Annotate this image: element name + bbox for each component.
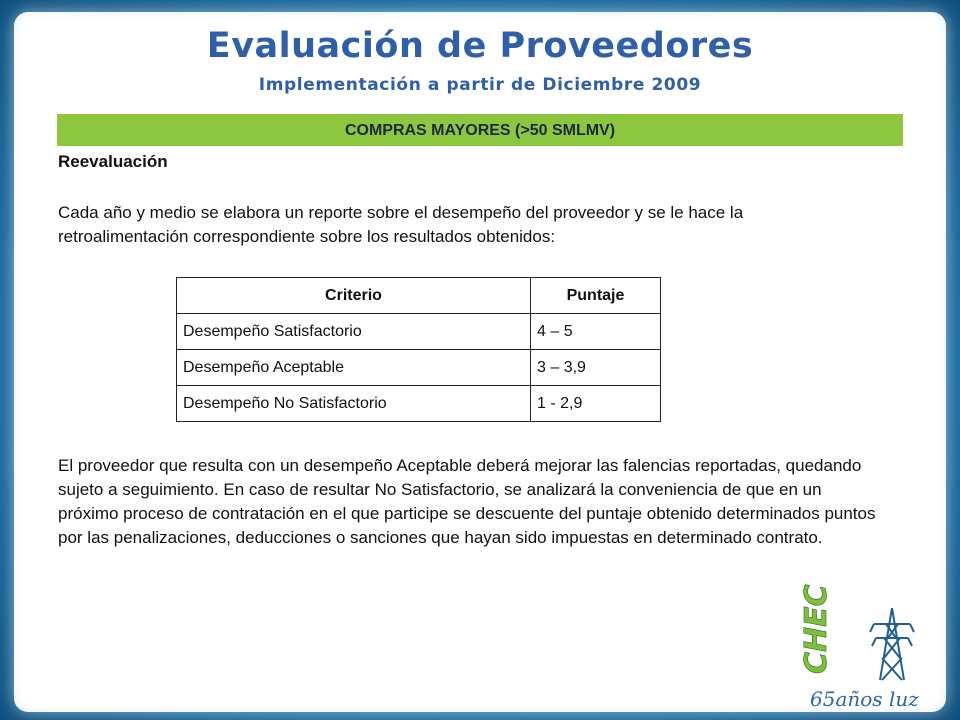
table-row xyxy=(177,386,661,422)
section-banner: COMPRAS MAYORES (>50 SMLMV) xyxy=(57,114,903,146)
brand-logotype: CHEC xyxy=(799,584,834,674)
criterio-cell: Desempeño No Satisfactorio xyxy=(177,386,531,422)
chec-logo xyxy=(799,584,944,712)
table-header-row xyxy=(177,278,661,314)
section-heading: Reevaluación xyxy=(58,152,168,171)
header-puntaje: Puntaje xyxy=(531,278,661,314)
puntaje-cell: 4 – 5 xyxy=(531,314,661,350)
intro-paragraph: Cada año y medio se elabora un reporte sobre el desempeño del proveedor y se le hace la retroalimentación correspondiente sobre los resultados obtenidos: xyxy=(58,203,744,246)
puntaje-cell: 3 – 3,9 xyxy=(531,350,661,386)
table-row xyxy=(177,314,661,350)
criterio-cell: Desempeño Satisfactorio xyxy=(177,314,531,350)
table-row xyxy=(177,350,661,386)
brand-tagline: 65años luz xyxy=(810,687,919,711)
score-table xyxy=(176,277,661,422)
tower-icon xyxy=(870,608,914,680)
puntaje-cell: 1 - 2,9 xyxy=(531,386,661,422)
criterio-cell: Desempeño Aceptable xyxy=(177,350,531,386)
page-title: Evaluación de Proveedores xyxy=(206,26,754,66)
closing-paragraph: El proveedor que resulta con un desempeño Aceptable deberá mejorar las falencias reportadas, quedando sujeto a seguimiento. En caso de resultar No Satisfactorio, se analizará la conveniencia de que en un próximo proceso de contratación en el que participe se descuente del puntaje obtenido determinados puntos por las penalizaciones, deducciones o sanciones que hayan sido impuestas en determinado contrato. xyxy=(58,456,876,547)
page-subtitle: Implementación a partir de Diciembre 2009 xyxy=(258,75,702,95)
header-criterio: Criterio xyxy=(177,278,531,314)
